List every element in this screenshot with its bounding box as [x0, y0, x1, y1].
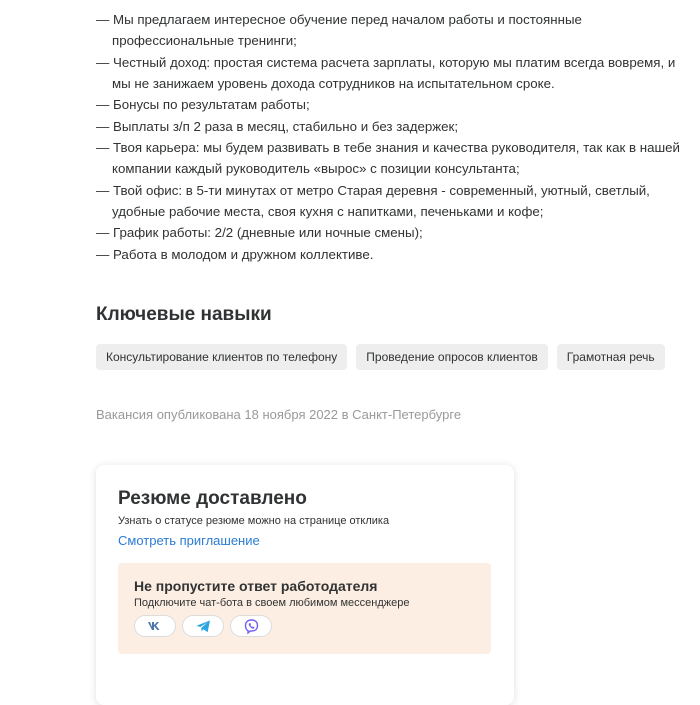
card-title: Резюме доставлено: [118, 488, 307, 509]
list-item: — Бонусы по результатам работы;: [96, 94, 696, 115]
conditions-list: [96, 9, 696, 265]
notice-subtitle: Подключите чат-бота в своем любимом мессенджере: [134, 597, 410, 609]
list-item: — Твой офис: в 5-ти минутах от метро Старая деревня - современный, уютный, светлый, удобные рабочие места, своя кухня с напитками, печеньками и кофе;: [96, 180, 696, 222]
card-subtitle: Узнать о статусе резюме можно на странице отклика: [118, 515, 390, 527]
list-item: — Выплаты з/п 2 раза в месяц, стабильно и без задержек;: [96, 116, 696, 137]
skill-chip: Проведение опросов клиентов: [356, 344, 547, 370]
list-item: — Честный доход: простая система расчета зарплаты, которую мы платим всегда вовремя, и мы не занижаем уровень дохода сотрудников на испытательном сроке.: [96, 52, 696, 94]
list-item: — Работа в молодом и дружном коллективе.: [96, 244, 696, 265]
skill-chip: Консультирование клиентов по телефону: [96, 344, 347, 370]
messenger-buttons: [134, 615, 272, 637]
vk-button[interactable]: [134, 615, 176, 637]
list-item: — Твоя карьера: мы будем развивать в тебе знания и качества руководителя, так как в нашей компании каждый руководитель «вырос» с позиции консультанта;: [96, 137, 696, 179]
telegram-button[interactable]: [182, 615, 224, 637]
resume-delivered-card: [96, 465, 514, 705]
vk-icon: [147, 621, 163, 631]
chatbot-notice: [118, 563, 491, 654]
telegram-icon: [196, 620, 211, 633]
list-item: — Мы предлагаем интересное обучение перед началом работы и постоянные профессиональные тренинги;: [96, 9, 696, 51]
skills-heading: Ключевые навыки: [96, 304, 272, 325]
viber-icon: [244, 619, 259, 634]
publication-info: Вакансия опубликована 18 ноября 2022 в Санкт-Петербурге: [96, 407, 462, 422]
view-invitation-link[interactable]: Смотреть приглашение: [118, 533, 260, 548]
list-item: — График работы: 2/2 (дневные или ночные смены);: [96, 222, 696, 243]
viber-button[interactable]: [230, 615, 272, 637]
notice-title: Не пропустите ответ работодателя: [134, 578, 378, 594]
skill-chip: Грамотная речь: [557, 344, 665, 370]
skills-list: [96, 344, 665, 370]
